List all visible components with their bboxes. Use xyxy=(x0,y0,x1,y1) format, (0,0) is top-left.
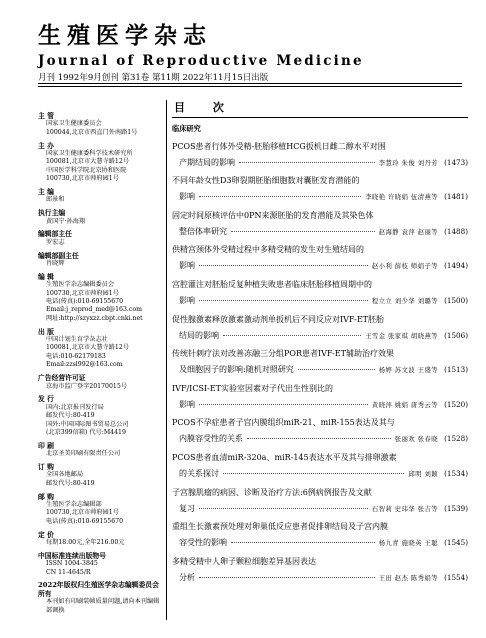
colophon-line: 郎景和 xyxy=(46,196,65,204)
colophon-line: 国外:中国国际图书贸易总公司 xyxy=(46,420,129,428)
colophon-label: 主 管 xyxy=(38,112,54,120)
toc-entry-authors: 邱明 刘颖 xyxy=(408,470,439,478)
toc-article-list xyxy=(172,141,468,584)
toc-entry-line xyxy=(172,364,468,376)
colophon-line: 100081,北京市大慧寺路12号 xyxy=(46,344,129,352)
colophon-label: 执行主编 xyxy=(38,209,66,218)
colophon-block xyxy=(38,442,162,459)
toc-entry-title: 子宫腺肌瘤的病因、诊断及治疗方法:6例病例报告及文献 xyxy=(172,487,372,497)
toc-entry-title: 传统针刺疗法对改善冻融三分组POR患者IVF-ET辅助治疗效果 xyxy=(172,349,394,359)
colophon-line: 网址:http://szyxzz.cbpt.cnki.net xyxy=(46,314,143,322)
toc-entry-authors: 黄晓萍 姚娟 唐秀云等 xyxy=(371,401,439,409)
colophon-block xyxy=(38,188,162,205)
colophon-line: 国家卫生健康委科学技术研究所 xyxy=(46,150,133,158)
colophon-line: 生殖医学杂志编辑部 xyxy=(46,500,102,508)
toc-entry-title-cont: 影响 xyxy=(179,399,195,409)
toc-entry-title-cont: 分析 xyxy=(179,572,195,582)
toc-entry-authors: 石智莉 史玮华 张吉等 xyxy=(371,505,439,513)
colophon-label: 邮 购 xyxy=(38,492,54,501)
colophon-line: 肖晓辉 xyxy=(46,260,65,268)
toc-entry-authors: 李晓艳 许晓娟 伍清燕等 xyxy=(365,194,439,202)
toc-entry-authors: 程立立 刘少华 刘璐等 xyxy=(371,297,439,305)
toc-entry[interactable] xyxy=(172,175,468,203)
colophon-line: 电话:010-62179183 xyxy=(46,352,106,360)
dot-leader xyxy=(231,542,375,543)
toc-entry-line xyxy=(172,157,468,169)
toc-entry-authors: 王雪金 张家琪 胡晓燕等 xyxy=(365,332,439,340)
colophon-label: 编辑部主任 xyxy=(38,230,72,239)
toc-entry-line xyxy=(172,295,468,307)
dot-leader xyxy=(223,335,361,336)
toc-entry-line xyxy=(172,330,468,342)
colophon-column xyxy=(38,112,162,619)
column-divider xyxy=(166,100,167,620)
colophon-label: 2022年版权归生殖医学杂志编辑委员会所有 xyxy=(38,581,159,598)
toc-entry[interactable] xyxy=(172,210,468,238)
colophon-block xyxy=(38,395,162,437)
colophon-line: CN 11-4645/R xyxy=(46,568,91,576)
dot-leader xyxy=(223,473,404,474)
toc-entry[interactable] xyxy=(172,279,468,307)
toc-entry-line xyxy=(172,399,468,411)
dot-leader xyxy=(231,231,375,232)
colophon-label: 印 刷 xyxy=(38,441,54,450)
colophon-line: 100081,北京市大慧寺路12号 xyxy=(46,158,129,166)
header-rule-thin xyxy=(38,86,462,87)
dot-leader xyxy=(199,196,361,197)
toc-entry[interactable] xyxy=(172,452,468,480)
colophon-line: 黄国宁·孙海翔 xyxy=(46,217,86,225)
toc-entry-page[interactable]: (1494) xyxy=(444,261,468,271)
colophon-label: 主 办 xyxy=(38,141,54,150)
colophon-line: 国家卫生健康委员会 xyxy=(46,120,102,128)
toc-entry-page[interactable]: (1473) xyxy=(444,157,468,167)
colophon-line: 本刊如有印刷装帧质量问题,请向本刊编辑部调换 xyxy=(46,598,160,614)
colophon-line: 邮发代号:80-419 xyxy=(46,479,95,487)
colophon-label: 订 购 xyxy=(38,462,54,471)
toc-entry-authors: 李慧玲 朱俊 刘丹芳 xyxy=(378,159,439,167)
toc-entry-title: PCOS不孕症患者子宫内膜组织miR-21、miR-155表达及其与 xyxy=(172,418,395,428)
colophon-line: Email:zzsl992@163.com xyxy=(46,361,123,369)
toc-section-title: 临床研究 xyxy=(172,124,201,133)
toc-entry-title-cont: 结局的影响 xyxy=(179,330,219,340)
issue-line: 月刊 1992年9月创刊 第31卷 第11期 2022年11月15日出版 xyxy=(38,73,269,83)
colophon-label: 编 辑 xyxy=(38,272,54,281)
dot-leader xyxy=(199,404,368,405)
colophon-line: 100730,北京市帅府园1号 xyxy=(46,289,119,297)
toc-entry-title: 促性腺激素释放激素激动剂单扳机后不同反应对IVF-ET胚胎 xyxy=(172,314,385,324)
toc-entry-line xyxy=(172,572,468,584)
journal-title-cn: 生殖医学杂志 xyxy=(38,22,212,49)
toc-entry-title-cont: 产期结局的影响 xyxy=(179,157,235,167)
header-rule-thick xyxy=(38,83,462,84)
toc-entry-authors: 赵海静 袁萍 赵丽等 xyxy=(378,228,439,236)
toc-entry-title-cont: 影响 xyxy=(179,295,195,305)
toc-entry-page[interactable]: (1500) xyxy=(444,295,468,305)
toc-entry-title: 不同年龄女性D3卵裂期胚胎细胞数对囊胚发育潜能的 xyxy=(172,176,360,186)
toc-entry-title-cont: 影响 xyxy=(179,261,195,271)
journal-header xyxy=(38,22,468,84)
toc-entry-title-cont: 整倍体率研究 xyxy=(179,226,227,236)
colophon-block xyxy=(38,209,162,226)
toc-entry-title-cont: 内膜容受性的关系 xyxy=(179,434,243,444)
toc-entry-authors: 王田 赵杰 陈秀娟等 xyxy=(378,574,439,582)
colophon-block xyxy=(38,581,162,615)
dot-leader xyxy=(199,508,368,509)
dot-leader xyxy=(199,577,375,578)
colophon-block xyxy=(38,463,162,488)
toc-entry-title: IVF/ICSI-ET实验室因素对子代出生性别比的 xyxy=(172,383,333,393)
colophon-block xyxy=(38,252,162,269)
colophon-label: 中国标准连续出版物号 xyxy=(38,551,106,560)
colophon-line: 全国各地邮局 xyxy=(46,471,84,479)
toc-entry-line xyxy=(172,226,468,238)
toc-entry[interactable] xyxy=(172,141,468,169)
toc-entry-page[interactable]: (1545) xyxy=(444,538,468,548)
colophon-label: 定 价 xyxy=(38,530,54,539)
toc-entry[interactable] xyxy=(172,314,468,342)
colophon-line: 每期18.00元,全年216.00元 xyxy=(46,538,125,546)
toc-heading-rule xyxy=(172,117,468,118)
toc-entry-page[interactable]: (1488) xyxy=(444,226,468,236)
toc-entry[interactable] xyxy=(172,556,468,584)
dot-leader xyxy=(199,300,368,301)
toc-entry-line xyxy=(172,260,468,272)
colophon-line: 电话(传真):010-69155670 xyxy=(46,298,124,306)
colophon-label: 广告经营许可证 xyxy=(38,374,86,383)
colophon-block xyxy=(38,531,162,548)
toc-entry-line xyxy=(172,537,468,549)
colophon-label: 编辑部副主任 xyxy=(38,251,79,260)
dot-leader xyxy=(239,162,375,163)
toc-entry-page[interactable]: (1506) xyxy=(444,330,468,340)
colophon-label: 发 行 xyxy=(38,395,54,404)
colophon-line: 生殖医学杂志编辑委员会 xyxy=(46,281,115,289)
colophon-line: 中国计划生育学杂志社 xyxy=(46,336,108,344)
toc-entry-title: 供精宫颈体外受精过程中多精受精的发生对生殖结局的 xyxy=(172,245,364,255)
colophon-block xyxy=(38,328,162,370)
toc-entry-authors: 赵小利 薛枝 师娟子等 xyxy=(371,263,439,271)
toc-entry-title-cont: 的关系探讨 xyxy=(179,468,219,478)
toc-entry[interactable] xyxy=(172,521,468,549)
colophon-block xyxy=(38,493,162,527)
toc-entry-title: 重组生长激素预处理对卵巢低反应患者促排卵结局及子宫内膜 xyxy=(172,522,388,532)
colophon-block xyxy=(38,142,162,184)
toc-entry-line xyxy=(172,191,468,203)
colophon-line: ISSN 1004-3845 xyxy=(46,560,98,568)
toc-entry-page[interactable]: (1528) xyxy=(444,434,468,444)
toc-entry-page[interactable]: (1534) xyxy=(444,468,468,478)
toc-entry[interactable] xyxy=(172,348,468,376)
toc-entry-title: 固定时间原核评估中0PN来源胚胎的发育潜能及其染色体 xyxy=(172,210,374,220)
colophon-line: 邮发代号:80-419 xyxy=(46,412,95,420)
colophon-line: 100044,北京市西直门外南路1号 xyxy=(46,128,138,136)
toc-entry-title-cont: 及细胞因子的影响:随机对照研究 xyxy=(179,365,294,375)
colophon-block xyxy=(38,374,162,391)
colophon-line: 100730,北京市帅府园1号 xyxy=(46,509,119,517)
toc-entry-title: 宫腔灌注对胚胎反复种植失败患者临床胚胎移植周期中的 xyxy=(172,279,372,289)
toc-entry-title-cont: 容受性的影响 xyxy=(179,538,227,548)
colophon-line: 罗宏志 xyxy=(46,238,65,246)
toc-heading: 目 次 xyxy=(174,101,236,114)
toc-entry[interactable] xyxy=(172,383,468,411)
colophon-line: 电话(传真):010-69155670 xyxy=(46,517,124,525)
toc-entry-authors: 杨婷 苏文波 王盛等 xyxy=(378,367,439,375)
toc-entry-line xyxy=(172,433,468,445)
dot-leader xyxy=(199,265,368,266)
toc-entry-line xyxy=(172,468,468,480)
colophon-block xyxy=(38,230,162,247)
toc-entry-authors: 张丽欢 张春晓 xyxy=(394,436,439,444)
toc-entry-title: PCOS患者行体外受精-胚胎移植HCG扳机日雌二醇水平对围 xyxy=(172,141,386,151)
colophon-line: 北京圣美印刷有限责任公司 xyxy=(46,450,121,458)
colophon-label: 主 编 xyxy=(38,188,54,197)
journal-title-en: Journal of Reproductive Medicine xyxy=(38,53,364,69)
toc-entry[interactable] xyxy=(172,244,468,272)
toc-entry-page[interactable]: (1554) xyxy=(444,572,468,582)
toc-entry-line xyxy=(172,503,468,515)
dot-leader xyxy=(298,369,375,370)
toc-entry[interactable] xyxy=(172,487,468,515)
colophon-line: 国内:北京报刊发行局 xyxy=(46,403,104,411)
colophon-block xyxy=(38,273,162,323)
colophon-line: Email:j_reprod_med@163.com xyxy=(46,306,142,314)
toc-entry-title-cont: 影响 xyxy=(179,192,195,202)
toc-entry-title: PCOS患者血清miR-320a、miR-145表达水平及其与排卵激素 xyxy=(172,452,397,462)
toc-column xyxy=(172,101,468,584)
colophon-line: 京海市监广登字20170015号 xyxy=(46,382,127,390)
colophon-block xyxy=(38,552,162,577)
toc-entry[interactable] xyxy=(172,417,468,445)
colophon-line: 100730,北京市帅府园1号 xyxy=(46,175,119,183)
toc-entry-authors: 杨九青 施晓英 王聪 xyxy=(378,540,439,548)
toc-entry-page[interactable]: (1481) xyxy=(444,192,468,202)
toc-entry-page[interactable]: (1520) xyxy=(444,399,468,409)
toc-entry-page[interactable]: (1539) xyxy=(444,503,468,513)
colophon-block xyxy=(38,112,162,137)
colophon-line: (北京399信箱) 代号:M4419 xyxy=(46,428,126,436)
dot-leader xyxy=(247,438,391,439)
toc-entry-title-cont: 复习 xyxy=(179,503,195,513)
toc-entry-page[interactable]: (1513) xyxy=(444,365,468,375)
colophon-label: 出 版 xyxy=(38,327,54,336)
colophon-line: 中国医学科学院北京协和医院 xyxy=(46,166,127,174)
toc-entry-title: 多精受精中人卵子颗粒细胞差异基因表达 xyxy=(172,556,316,566)
